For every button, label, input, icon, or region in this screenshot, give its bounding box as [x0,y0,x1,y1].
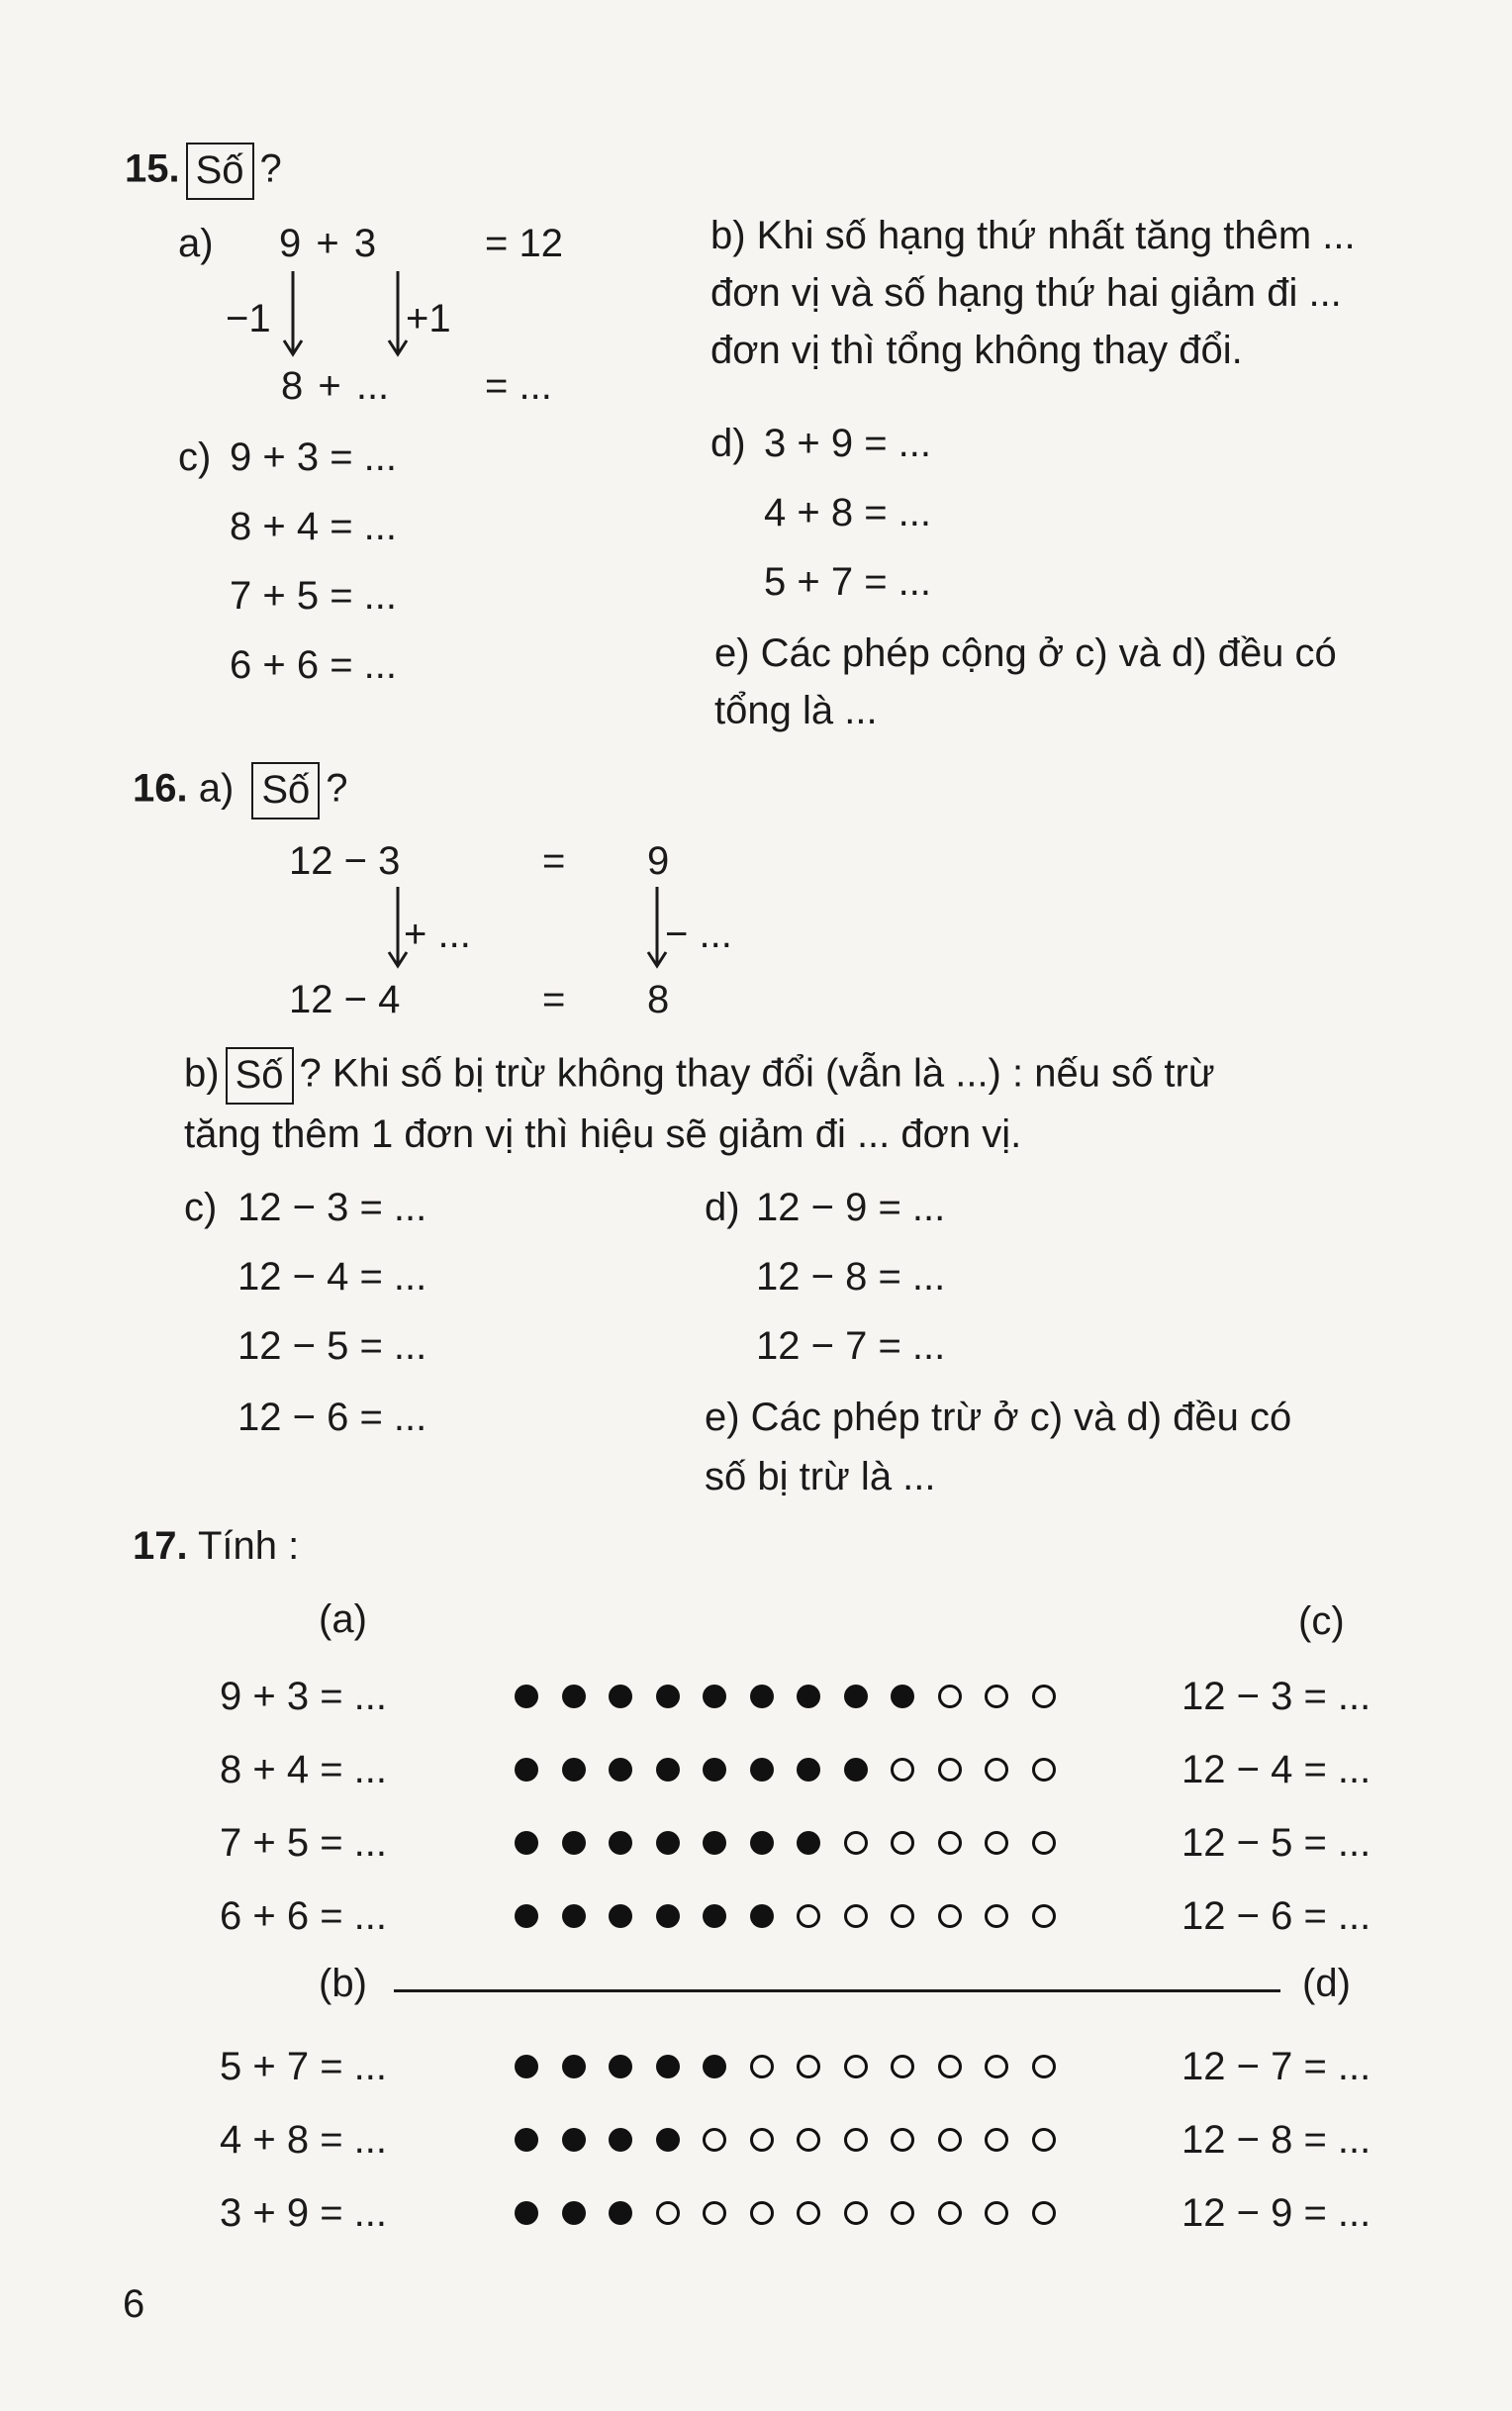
empty-dot [891,1758,914,1782]
q16c-item-3: 12 − 5 = ... [237,1324,427,1368]
q15e-line-1: e) Các phép cộng ở c) và d) đều có [714,631,1337,675]
empty-dot [985,1904,1008,1928]
q17-label-d: (d) [1302,1962,1351,2005]
empty-dot [1032,2055,1056,2078]
filled-dot [844,1758,868,1782]
q17-number: 17. [133,1524,188,1568]
q16b-answer-box: Số [226,1047,294,1105]
q17-heading [133,1522,299,1570]
empty-dot [1032,2128,1056,2152]
q15d-item-2: 4 + 8 = ... [764,491,932,534]
filled-dot [656,1685,680,1708]
filled-dot [797,1685,820,1708]
filled-dot [562,2201,586,2225]
empty-dot [985,2128,1008,2152]
q16e-line-1: e) Các phép trừ ở c) và d) đều có [705,1396,1292,1439]
empty-dot [844,2055,868,2078]
filled-dot [703,1831,726,1855]
empty-dot [844,1831,868,1855]
empty-dot [656,2201,680,2225]
filled-dot [562,1758,586,1782]
filled-dot [703,2055,726,2078]
q15a-bottom-expression: 8 + ... [281,364,390,408]
empty-dot [797,2201,820,2225]
empty-dot [1032,1831,1056,1855]
q15a-left-arrow-label: −1 [226,297,271,340]
q17-dot-row [515,2128,1079,2152]
empty-dot [1032,1758,1056,1782]
q15c-item-3: 7 + 5 = ... [230,574,398,618]
q15a-left-down-arrow [281,269,305,358]
q17-right-expression: 12 − 4 = ... [1181,1748,1371,1791]
q17-left-expression: 7 + 5 = ... [220,1821,388,1865]
filled-dot [750,1685,774,1708]
q15d-item-3: 5 + 7 = ... [764,560,932,604]
empty-dot [938,1904,962,1928]
q17-label-a: (a) [319,1597,367,1641]
empty-dot [797,2128,820,2152]
q16-answer-box: Số [251,762,320,820]
filled-dot [703,1904,726,1928]
filled-dot [609,1831,632,1855]
q15-heading [125,143,282,200]
empty-dot [938,2055,962,2078]
filled-dot [609,1758,632,1782]
filled-dot [656,2128,680,2152]
q17-title: Tính : [198,1524,300,1568]
filled-dot [703,1685,726,1708]
empty-dot [891,2201,914,2225]
q16a-top-expression: 12 − 3 [289,839,401,883]
q15b-line-2: đơn vị và số hạng thứ hai giảm đi ... [710,271,1342,315]
empty-dot [938,1685,962,1708]
q17-dot-row [515,2055,1079,2078]
q16-number: 16. [133,766,188,811]
empty-dot [938,2128,962,2152]
q16b-line-1 [184,1047,1215,1105]
empty-dot [985,2201,1008,2225]
q16d-label: d) [705,1186,740,1229]
filled-dot [656,2055,680,2078]
filled-dot [515,1685,538,1708]
q17-left-expression: 3 + 9 = ... [220,2191,388,2235]
q15e-line-2: tổng là ... [714,689,878,732]
filled-dot [515,2128,538,2152]
filled-dot [562,1831,586,1855]
q16c-label: c) [184,1186,218,1229]
q15c-label: c) [178,435,212,479]
q16a-label: a) [198,766,235,811]
filled-dot [609,2201,632,2225]
filled-dot [844,1685,868,1708]
empty-dot [1032,1685,1056,1708]
filled-dot [609,1904,632,1928]
empty-dot [891,2055,914,2078]
q15a-top-result: = 12 [485,222,563,265]
q17-right-expression: 12 − 9 = ... [1181,2191,1371,2235]
empty-dot [938,1831,962,1855]
q16b-label: b) [184,1051,220,1096]
q15a-bottom-result: = ... [485,364,552,408]
empty-dot [891,1831,914,1855]
q16d-item-3: 12 − 7 = ... [756,1324,946,1368]
q16c-item-4: 12 − 6 = ... [237,1396,427,1439]
empty-dot [797,2055,820,2078]
q15-answer-box: Số [186,143,254,200]
q17-left-expression: 6 + 6 = ... [220,1894,388,1938]
q16a-bottom-value: 8 [647,978,670,1021]
q16d-item-1: 12 − 9 = ... [756,1186,946,1229]
empty-dot [938,2201,962,2225]
empty-dot [1032,2201,1056,2225]
page-number: 6 [123,2282,145,2326]
filled-dot [515,2055,538,2078]
empty-dot [797,1904,820,1928]
q16c-item-1: 12 − 3 = ... [237,1186,427,1229]
q17-left-expression: 9 + 3 = ... [220,1675,388,1718]
q17-left-expression: 4 + 8 = ... [220,2118,388,2162]
empty-dot [750,2201,774,2225]
q15d-item-1: 3 + 9 = ... [764,422,932,465]
empty-dot [985,1758,1008,1782]
q17-left-expression: 8 + 4 = ... [220,1748,388,1791]
q16a-bottom-expression: 12 − 4 [289,978,401,1021]
q16a-top-value: 9 [647,839,670,883]
filled-dot [515,1904,538,1928]
q16b-text-1: ? Khi số bị trừ không thay đổi (vẫn là ...) : nếu số trừ [299,1051,1215,1096]
filled-dot [562,1904,586,1928]
filled-dot [750,1831,774,1855]
filled-dot [609,2055,632,2078]
filled-dot [609,1685,632,1708]
filled-dot [891,1685,914,1708]
empty-dot [891,1904,914,1928]
q16b-line-2: tăng thêm 1 đơn vị thì hiệu sẽ giảm đi ... đơn vị. [184,1112,1022,1156]
q16-heading [133,762,348,820]
empty-dot [844,1904,868,1928]
filled-dot [562,2055,586,2078]
q17-right-expression: 12 − 3 = ... [1181,1675,1371,1718]
q15d-label: d) [710,422,746,465]
q17-dot-row [515,1904,1079,1928]
q15a-top-expression: 9 + 3 [279,222,377,265]
empty-dot [844,2128,868,2152]
q16a-right-arrow-label: − ... [665,913,732,956]
q17-right-expression: 12 − 6 = ... [1181,1894,1371,1938]
empty-dot [985,2055,1008,2078]
empty-dot [703,2201,726,2225]
q15b-line-3: đơn vị thì tổng không thay đổi. [710,329,1243,372]
empty-dot [703,2128,726,2152]
filled-dot [656,1904,680,1928]
q17-dot-row [515,1831,1079,1855]
q16d-item-2: 12 − 8 = ... [756,1255,946,1299]
filled-dot [609,2128,632,2152]
empty-dot [985,1831,1008,1855]
q17-divider-line [394,1989,1280,1992]
empty-dot [938,1758,962,1782]
empty-dot [891,2128,914,2152]
q17-left-expression: 5 + 7 = ... [220,2045,388,2088]
filled-dot [703,1758,726,1782]
filled-dot [656,1758,680,1782]
q15c-item-1: 9 + 3 = ... [230,435,398,479]
q17-label-b: (b) [319,1962,367,2005]
filled-dot [562,1685,586,1708]
empty-dot [750,2055,774,2078]
q17-dot-row [515,2201,1079,2225]
q16e-line-2: số bị trừ là ... [705,1455,936,1498]
filled-dot [797,1831,820,1855]
q17-right-expression: 12 − 7 = ... [1181,2045,1371,2088]
filled-dot [797,1758,820,1782]
filled-dot [562,2128,586,2152]
q15b-line-1: b) Khi số hạng thứ nhất tăng thêm ... [710,214,1356,257]
q17-right-expression: 12 − 5 = ... [1181,1821,1371,1865]
filled-dot [515,1831,538,1855]
q17-dot-row [515,1685,1079,1708]
q17-dot-row [515,1758,1079,1782]
empty-dot [985,1685,1008,1708]
q15a-right-arrow-label: +1 [406,297,451,340]
filled-dot [656,1831,680,1855]
q17-label-c: (c) [1298,1599,1345,1643]
q15a-label: a) [178,222,214,265]
empty-dot [750,2128,774,2152]
q15c-item-4: 6 + 6 = ... [230,643,398,687]
q16a-top-equals: = [542,839,566,883]
q15c-item-2: 8 + 4 = ... [230,505,398,548]
q16a-left-arrow-label: + ... [404,913,471,956]
q16-question-mark: ? [326,766,348,811]
q16a-bottom-equals: = [542,978,566,1021]
empty-dot [844,2201,868,2225]
filled-dot [515,1758,538,1782]
filled-dot [750,1904,774,1928]
q15-question-mark: ? [259,146,282,191]
q16c-item-2: 12 − 4 = ... [237,1255,427,1299]
q15-number: 15. [125,146,180,191]
q17-right-expression: 12 − 8 = ... [1181,2118,1371,2162]
empty-dot [1032,1904,1056,1928]
filled-dot [515,2201,538,2225]
filled-dot [750,1758,774,1782]
